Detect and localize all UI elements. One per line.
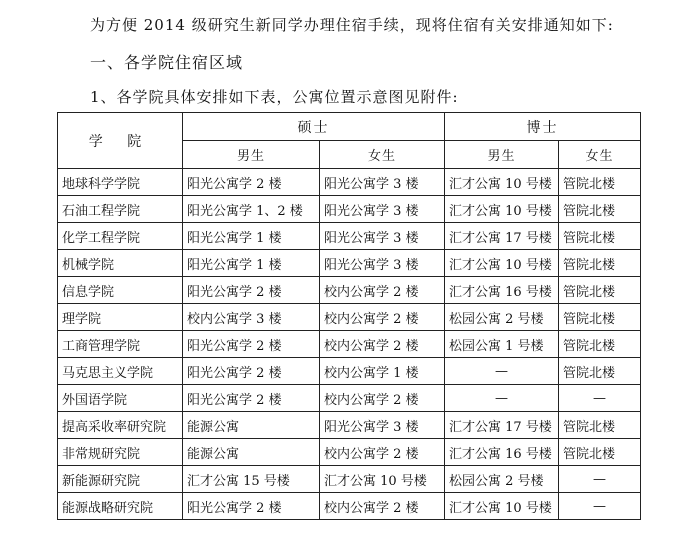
college-cell: 工商管理学院 bbox=[58, 331, 183, 358]
doctoral-male-cell: 汇才公寓 10 号楼 bbox=[445, 250, 559, 277]
masters-female-cell: 校内公寓学 2 楼 bbox=[320, 277, 445, 304]
table-row bbox=[58, 385, 641, 412]
doctoral-female-cell: 管院北楼 bbox=[559, 331, 641, 358]
college-cell: 外国语学院 bbox=[58, 385, 183, 412]
college-cell: 信息学院 bbox=[58, 277, 183, 304]
masters-male-cell: 阳光公寓学 2 楼 bbox=[183, 277, 320, 304]
intro-paragraph: 为方便 2014 级研究生新同学办理住宿手续，现将住宿有关安排通知如下: bbox=[90, 16, 614, 34]
table-row bbox=[58, 196, 641, 223]
doctoral-female-cell: 管院北楼 bbox=[559, 304, 641, 331]
masters-male-cell: 阳光公寓学 2 楼 bbox=[183, 385, 320, 412]
doctoral-female-header: 女生 bbox=[559, 141, 641, 169]
college-cell: 地球科学学院 bbox=[58, 169, 183, 196]
masters-female-cell: 阳光公寓学 3 楼 bbox=[320, 169, 445, 196]
doctoral-female-cell: — bbox=[559, 385, 641, 412]
masters-male-cell: 阳光公寓学 1、2 楼 bbox=[183, 196, 320, 223]
college-cell: 提高采收率研究院 bbox=[58, 412, 183, 439]
doctoral-female-cell: 管院北楼 bbox=[559, 277, 641, 304]
college-column-header: 学 院 bbox=[58, 113, 183, 169]
doctoral-male-cell: 松园公寓 1 号楼 bbox=[445, 331, 559, 358]
doctoral-male-cell: 汇才公寓 17 号楼 bbox=[445, 223, 559, 250]
table-row bbox=[58, 277, 641, 304]
doctoral-male-cell: 汇才公寓 16 号楼 bbox=[445, 439, 559, 466]
masters-header: 硕士 bbox=[183, 113, 445, 141]
masters-male-cell: 汇才公寓 15 号楼 bbox=[183, 466, 320, 493]
table-body bbox=[58, 169, 641, 520]
table-row bbox=[58, 466, 641, 493]
doctoral-male-cell: 松园公寓 2 号楼 bbox=[445, 466, 559, 493]
masters-female-cell: 阳光公寓学 3 楼 bbox=[320, 196, 445, 223]
masters-female-cell: 阳光公寓学 3 楼 bbox=[320, 223, 445, 250]
masters-female-cell: 阳光公寓学 3 楼 bbox=[320, 250, 445, 277]
masters-female-cell: 校内公寓学 2 楼 bbox=[320, 331, 445, 358]
doctoral-female-cell: — bbox=[559, 466, 641, 493]
section-heading: 一、各学院住宿区域 bbox=[90, 53, 244, 72]
table-row bbox=[58, 169, 641, 196]
masters-male-header: 男生 bbox=[183, 141, 320, 169]
masters-male-cell: 阳光公寓学 1 楼 bbox=[183, 223, 320, 250]
college-cell: 化学工程学院 bbox=[58, 223, 183, 250]
doctoral-male-header: 男生 bbox=[445, 141, 559, 169]
table-row bbox=[58, 250, 641, 277]
doctoral-male-cell: 汇才公寓 16 号楼 bbox=[445, 277, 559, 304]
doctoral-female-cell: 管院北楼 bbox=[559, 439, 641, 466]
masters-female-cell: 校内公寓学 2 楼 bbox=[320, 493, 445, 520]
doctoral-male-cell: 汇才公寓 10 号楼 bbox=[445, 169, 559, 196]
table-row bbox=[58, 358, 641, 385]
doctoral-female-cell: 管院北楼 bbox=[559, 250, 641, 277]
sub-heading: 1、各学院具体安排如下表，公寓位置示意图见附件: bbox=[90, 88, 459, 106]
masters-male-cell: 校内公寓学 3 楼 bbox=[183, 304, 320, 331]
doctoral-female-cell: 管院北楼 bbox=[559, 412, 641, 439]
table-row bbox=[58, 493, 641, 520]
doctoral-male-cell: 松园公寓 2 号楼 bbox=[445, 304, 559, 331]
doctoral-female-cell: — bbox=[559, 493, 641, 520]
masters-female-header: 女生 bbox=[320, 141, 445, 169]
college-cell: 马克思主义学院 bbox=[58, 358, 183, 385]
doctoral-male-cell: 汇才公寓 17 号楼 bbox=[445, 412, 559, 439]
masters-male-cell: 阳光公寓学 2 楼 bbox=[183, 331, 320, 358]
college-cell: 新能源研究院 bbox=[58, 466, 183, 493]
masters-male-cell: 阳光公寓学 2 楼 bbox=[183, 493, 320, 520]
doctoral-female-cell: 管院北楼 bbox=[559, 358, 641, 385]
doctoral-male-cell: — bbox=[445, 385, 559, 412]
masters-female-cell: 汇才公寓 10 号楼 bbox=[320, 466, 445, 493]
table-row bbox=[58, 412, 641, 439]
table-row bbox=[58, 439, 641, 466]
masters-female-cell: 校内公寓学 2 楼 bbox=[320, 439, 445, 466]
masters-male-cell: 阳光公寓学 2 楼 bbox=[183, 358, 320, 385]
masters-male-cell: 阳光公寓学 2 楼 bbox=[183, 169, 320, 196]
table-row bbox=[58, 304, 641, 331]
college-cell: 机械学院 bbox=[58, 250, 183, 277]
table-row bbox=[58, 331, 641, 358]
table-header-row bbox=[58, 113, 641, 141]
doctoral-header: 博士 bbox=[445, 113, 641, 141]
college-cell: 理学院 bbox=[58, 304, 183, 331]
table-row bbox=[58, 223, 641, 250]
doctoral-female-cell: 管院北楼 bbox=[559, 196, 641, 223]
masters-male-cell: 阳光公寓学 1 楼 bbox=[183, 250, 320, 277]
college-cell: 能源战略研究院 bbox=[58, 493, 183, 520]
masters-male-cell: 能源公寓 bbox=[183, 439, 320, 466]
doctoral-male-cell: — bbox=[445, 358, 559, 385]
doctoral-female-cell: 管院北楼 bbox=[559, 223, 641, 250]
masters-male-cell: 能源公寓 bbox=[183, 412, 320, 439]
college-cell: 石油工程学院 bbox=[58, 196, 183, 223]
masters-female-cell: 阳光公寓学 3 楼 bbox=[320, 412, 445, 439]
housing-table bbox=[57, 112, 641, 520]
doctoral-female-cell: 管院北楼 bbox=[559, 169, 641, 196]
masters-female-cell: 校内公寓学 2 楼 bbox=[320, 385, 445, 412]
college-cell: 非常规研究院 bbox=[58, 439, 183, 466]
doctoral-male-cell: 汇才公寓 10 号楼 bbox=[445, 493, 559, 520]
doctoral-male-cell: 汇才公寓 10 号楼 bbox=[445, 196, 559, 223]
masters-female-cell: 校内公寓学 2 楼 bbox=[320, 304, 445, 331]
masters-female-cell: 校内公寓学 1 楼 bbox=[320, 358, 445, 385]
